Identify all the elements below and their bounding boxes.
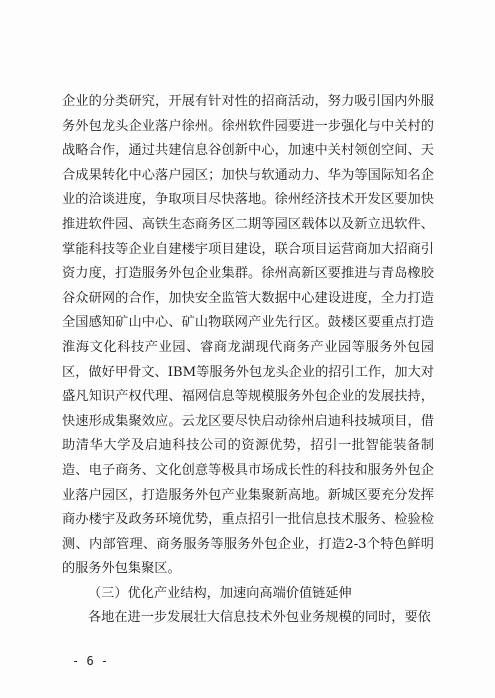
section-heading: （三）优化产业结构，加速向高端价值链延伸 (88, 585, 352, 601)
body-paragraph-continued: 各地在进一步发展壮大信息技术外包业务规模的同时，要依 (88, 610, 431, 626)
body-paragraph: 企业的分类研究，开展有针对性的招商活动，努力吸引国内外服务外包龙头企业落户徐州。徐州软件园要进一步强化与中关村的战略合作，通过共建信息谷创新中心，加速中关村领创空间、天合成果转化中心落户园区；加快与软通动力、华为等国际知名企业的洽谈进度，争取项目尽快落地。徐州经济技术开发区要加快推进软件园、高铁生态商务区二期等园区载体以及新立迅软件、掌能科技等企业自建楼宇项目建设，联合项目运营商加大招商引资力度，打造服务外包企业集群。徐州高新区要推进与青岛橡胶谷众研网的合作，加快安全监管大数据中心建设进度，全力打造全国感知矿山中心、矿山物联网产业先行区。鼓楼区要重点打造淮海文化科技产业园、睿商龙湖现代商务产业园等服务外包园区，做好甲骨文、IBM等服务外包龙头企业的招引工作，加大对盛凡知识产权代理、福网信息等规模服务外包企业的发展扶持，快速形成集聚效应。云龙区要尽快启动徐州启迪科技城项目，借助清华大学及启迪科技公司的资源优势，招引一批智能装备制造、电子商务、文化创意等极具市场成长性的科技和服务外包企业落户园区，打造服务外包产业集聚新高地。新城区要充分发挥商办楼宇及政务环境优势，重点招引一批信息技术服务、检验检测、内部管理、商务服务等服务外包企业，打造2-3个特色鲜明的服务外包集聚区。 (62, 94, 434, 577)
document-body (62, 90, 434, 631)
page-number: - 6 - (72, 654, 109, 668)
